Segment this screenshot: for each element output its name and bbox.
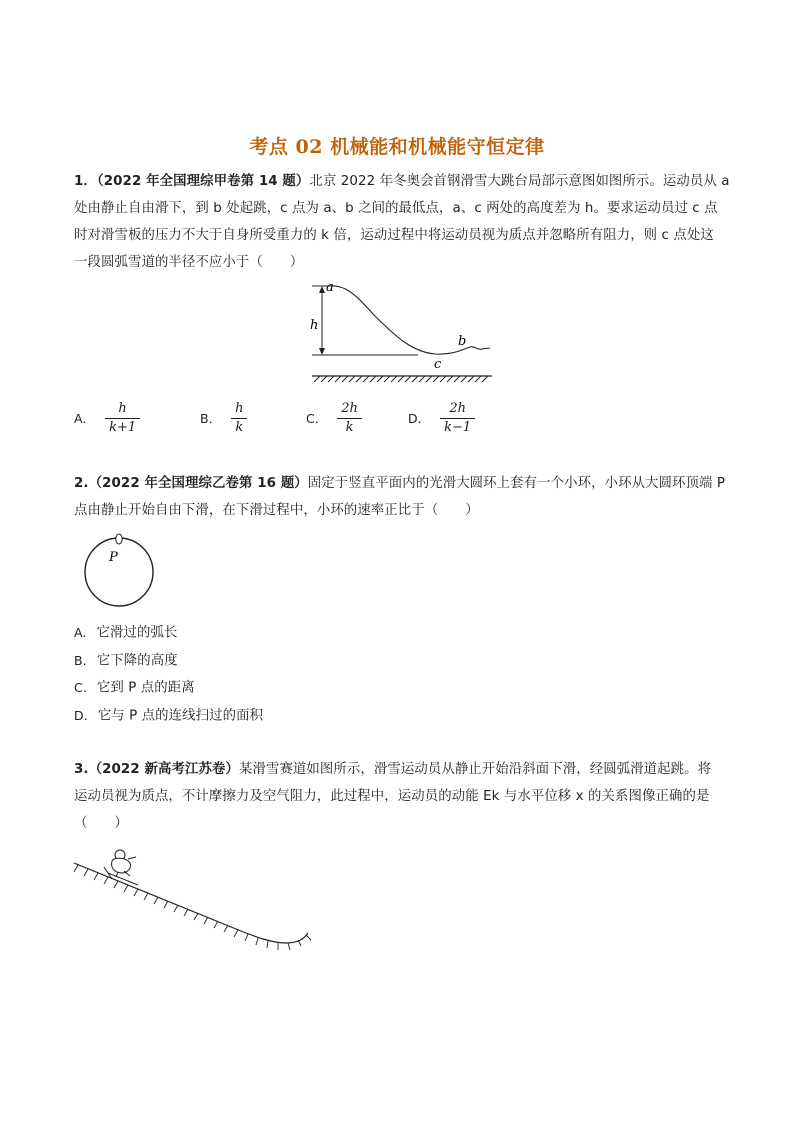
large-ring — [85, 538, 153, 606]
question-1-line-3: 时对滑雪板的压力不大于自身所受重力的 k 倍，运动过程中将运动员视为质点并忽略所有阻力，则 c 点处这 — [74, 228, 714, 243]
question-number: 1． — [74, 174, 97, 189]
fraction: $\frac{h}{k}$ — [231, 400, 247, 437]
question-3-line-2: 运动员视为质点，不计摩擦力及空气阻力，此过程中，运动员的动能 Ek 与水平位移 x 的关系图像正确的是 — [74, 789, 710, 804]
label-a: a — [326, 280, 334, 295]
ski-track-diagram — [68, 845, 318, 955]
question-text: 某滑雪赛道如图所示，滑雪运动员从静止开始沿斜面下滑，经圆弧滑道起跳。将 — [238, 762, 712, 777]
fraction: $\frac{2h}{k}$ — [337, 400, 362, 437]
question-2-options — [74, 619, 734, 729]
option-c[interactable]: C. 它到 P 点的距离 — [74, 680, 195, 696]
option-b[interactable]: B. 它下降的高度 — [74, 652, 178, 668]
question-source: （2022 年全国理综乙卷第 16 题） — [88, 476, 308, 491]
question-source: （2022 年全国理综甲卷第 14 题） — [96, 174, 310, 189]
option-d[interactable]: D． $\frac{2h}{k-1}$ — [408, 400, 475, 437]
question-1-line-4: 一段圆弧雪道的半径不应小于（ ） — [74, 255, 304, 270]
option-a[interactable]: A. 它滑过的弧长 — [74, 625, 178, 641]
small-ring — [116, 534, 122, 544]
option-b[interactable]: B． $\frac{h}{k}$ — [200, 400, 247, 437]
ski-jump-diagram — [300, 278, 500, 386]
arrow-head-up — [319, 286, 325, 293]
question-1 — [74, 168, 734, 276]
question-1-options — [74, 400, 494, 440]
option-c[interactable]: C． $\frac{2h}{k}$ — [306, 400, 362, 437]
question-text: 北京 2022 年冬奥会首钢滑雪大跳台局部示意图如图所示。运动员从 a — [309, 174, 730, 189]
fraction: $\frac{2h}{k-1}$ — [440, 400, 475, 437]
label-c: c — [434, 357, 442, 372]
question-source: （2022 新高考江苏卷） — [88, 762, 239, 777]
question-1-line-2: 处由静止自由滑下，到 b 处起跳，c 点为 a、b 之间的最低点，a、c 两处的高度差为 h。要求运动员过 c 点 — [74, 201, 718, 216]
question-number: 2. — [74, 476, 89, 491]
label-b: b — [458, 334, 467, 349]
question-3 — [74, 756, 734, 837]
label-p: P — [109, 550, 118, 565]
question-2-line-2: 点由静止开始自由下滑，在下滑过程中，小环的速率正比于（ ） — [74, 503, 479, 518]
label-h: h — [310, 318, 319, 333]
option-d[interactable]: D. 它与 P 点的连线扫过的面积 — [74, 707, 264, 723]
page-title: 考点 02 机械能和机械能守恒定律 — [249, 136, 545, 158]
option-a[interactable]: A． $\frac{h}{k+1}$ — [74, 400, 140, 437]
question-text: 固定于竖直平面内的光滑大圆环上套有一个小环，小环从大圆环顶端 P — [307, 476, 726, 491]
skier-icon — [104, 850, 138, 885]
ground-hatching — [314, 376, 488, 382]
question-number: 3. — [74, 762, 89, 777]
question-2-line-1 — [74, 470, 734, 497]
question-1-line-1 — [74, 168, 734, 195]
question-2 — [74, 470, 734, 524]
fraction: $\frac{h}{k+1}$ — [105, 400, 140, 437]
question-3-line-3: （ ） — [74, 816, 128, 831]
question-3-line-1 — [74, 756, 734, 783]
ring-diagram — [78, 530, 162, 612]
arrow-head-down — [319, 348, 325, 355]
